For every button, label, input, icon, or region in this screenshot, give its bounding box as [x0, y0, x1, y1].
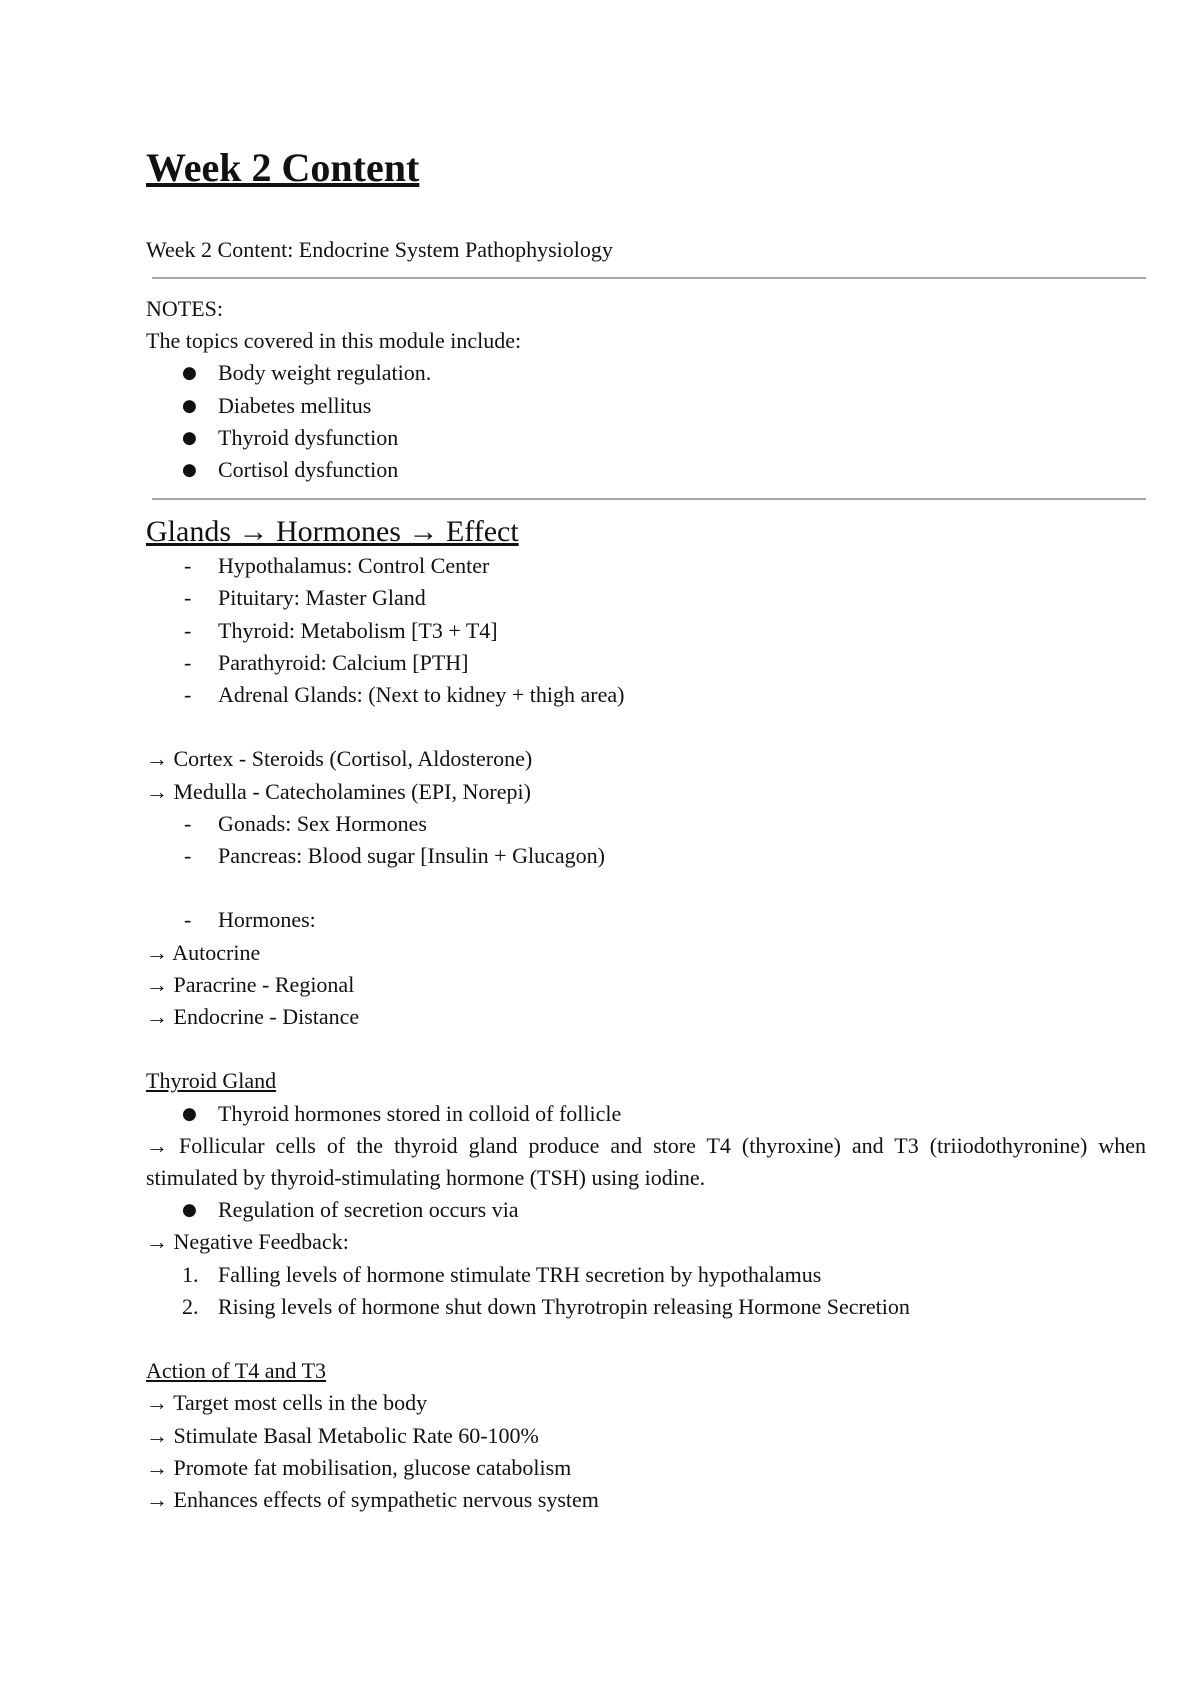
- gland-text: Gonads: Sex Hormones: [218, 810, 427, 836]
- hormone-type: → Endocrine - Distance: [146, 1004, 360, 1030]
- gland-text: Thyroid: Metabolism [T3 + T4]: [218, 617, 498, 643]
- notes-label: NOTES:: [146, 296, 223, 321]
- topic-item: [146, 422, 1146, 454]
- step-number: 1.: [182, 1261, 199, 1287]
- document-content: [146, 140, 1146, 1516]
- adrenal-line: → Cortex - Steroids (Cortisol, Aldosterone): [146, 746, 533, 772]
- bullet-icon: ●: [182, 1103, 197, 1124]
- thyroid-bullet-text: Thyroid hormones stored in colloid of follicle: [218, 1100, 622, 1126]
- topic-text: Diabetes mellitus: [218, 392, 372, 418]
- spacer: [146, 1323, 1146, 1355]
- dash-marker: -: [184, 907, 192, 933]
- gland-item: [146, 550, 1146, 582]
- thyroid-bullet: [146, 1098, 1146, 1130]
- action-item: → Stimulate Basal Metabolic Rate 60-100%: [146, 1422, 539, 1448]
- topic-item: [146, 390, 1146, 422]
- action-item: → Enhances effects of sympathetic nervous system: [146, 1487, 599, 1513]
- gland-text: Adrenal Glands: (Next to kidney + thigh area): [218, 682, 625, 708]
- page-title: Week 2 Content: [146, 145, 420, 190]
- bullet-icon: ●: [182, 395, 197, 416]
- horizontal-divider: [152, 277, 1146, 279]
- action-item: → Promote fat mobilisation, glucose catabolism: [146, 1454, 572, 1480]
- gland-text: Hypothalamus: Control Center: [218, 553, 490, 579]
- bullet-icon: ●: [182, 1200, 197, 1221]
- page-subtitle: Week 2 Content: Endocrine System Pathophysiology: [146, 237, 613, 262]
- bullet-icon: ●: [182, 427, 197, 448]
- dash-marker: -: [184, 553, 192, 579]
- topic-text: Cortisol dysfunction: [218, 457, 399, 483]
- gland-text: Pituitary: Master Gland: [218, 585, 426, 611]
- feedback-step-text: Falling levels of hormone stimulate TRH secretion by hypothalamus: [218, 1261, 822, 1287]
- section-heading-action: Action of T4 and T3: [146, 1358, 327, 1384]
- section-heading-glands: Glands → Hormones → Effect: [146, 515, 519, 549]
- gland-item: [146, 615, 1146, 647]
- bullet-icon: ●: [182, 363, 197, 384]
- gland-item: [146, 647, 1146, 679]
- horizontal-divider: [152, 498, 1146, 500]
- bullet-icon: ●: [182, 460, 197, 481]
- thyroid-paragraph: → Follicular cells of the thyroid gland produce and store T4 (thyroxine) and T3 (triiodothyronine) when stimulated by thyroid-stimulating hormone (TSH) using iodine.: [146, 1132, 1146, 1191]
- dash-marker: -: [184, 649, 192, 675]
- gland-item: [146, 808, 1146, 840]
- dash-marker: -: [184, 585, 192, 611]
- notes-intro: The topics covered in this module include:: [146, 328, 522, 354]
- step-number: 2.: [182, 1293, 199, 1319]
- hormones-item: [146, 904, 1146, 936]
- thyroid-bullet-text: Regulation of secretion occurs via: [218, 1197, 519, 1223]
- dash-marker: -: [184, 843, 192, 869]
- thyroid-bullet: [146, 1194, 1146, 1226]
- spacer: [146, 1033, 1146, 1065]
- section-heading-thyroid: Thyroid Gland: [146, 1068, 277, 1094]
- spacer: [146, 711, 1146, 743]
- gland-item: [146, 840, 1146, 872]
- feedback-step: [146, 1259, 1146, 1291]
- gland-text: Pancreas: Blood sugar [Insulin + Glucagon): [218, 843, 605, 869]
- topic-item: [146, 357, 1146, 389]
- feedback-step-text: Rising levels of hormone shut down Thyrotropin releasing Hormone Secretion: [218, 1293, 910, 1319]
- gland-text: Parathyroid: Calcium [PTH]: [218, 649, 469, 675]
- topic-text: Body weight regulation.: [218, 360, 432, 386]
- action-item: → Target most cells in the body: [146, 1390, 428, 1416]
- dash-marker: -: [184, 617, 192, 643]
- gland-item: [146, 679, 1146, 711]
- topic-text: Thyroid dysfunction: [218, 424, 399, 450]
- hormones-label: Hormones:: [218, 907, 316, 933]
- topic-item: [146, 454, 1146, 486]
- negative-feedback-label: → Negative Feedback:: [146, 1229, 349, 1255]
- hormone-type: → Autocrine: [146, 939, 261, 965]
- dash-marker: -: [184, 810, 192, 836]
- dash-marker: -: [184, 682, 192, 708]
- feedback-step: [146, 1291, 1146, 1323]
- hormone-type: → Paracrine - Regional: [146, 971, 355, 997]
- adrenal-line: → Medulla - Catecholamines (EPI, Norepi): [146, 778, 531, 804]
- spacer: [146, 872, 1146, 904]
- gland-item: [146, 582, 1146, 614]
